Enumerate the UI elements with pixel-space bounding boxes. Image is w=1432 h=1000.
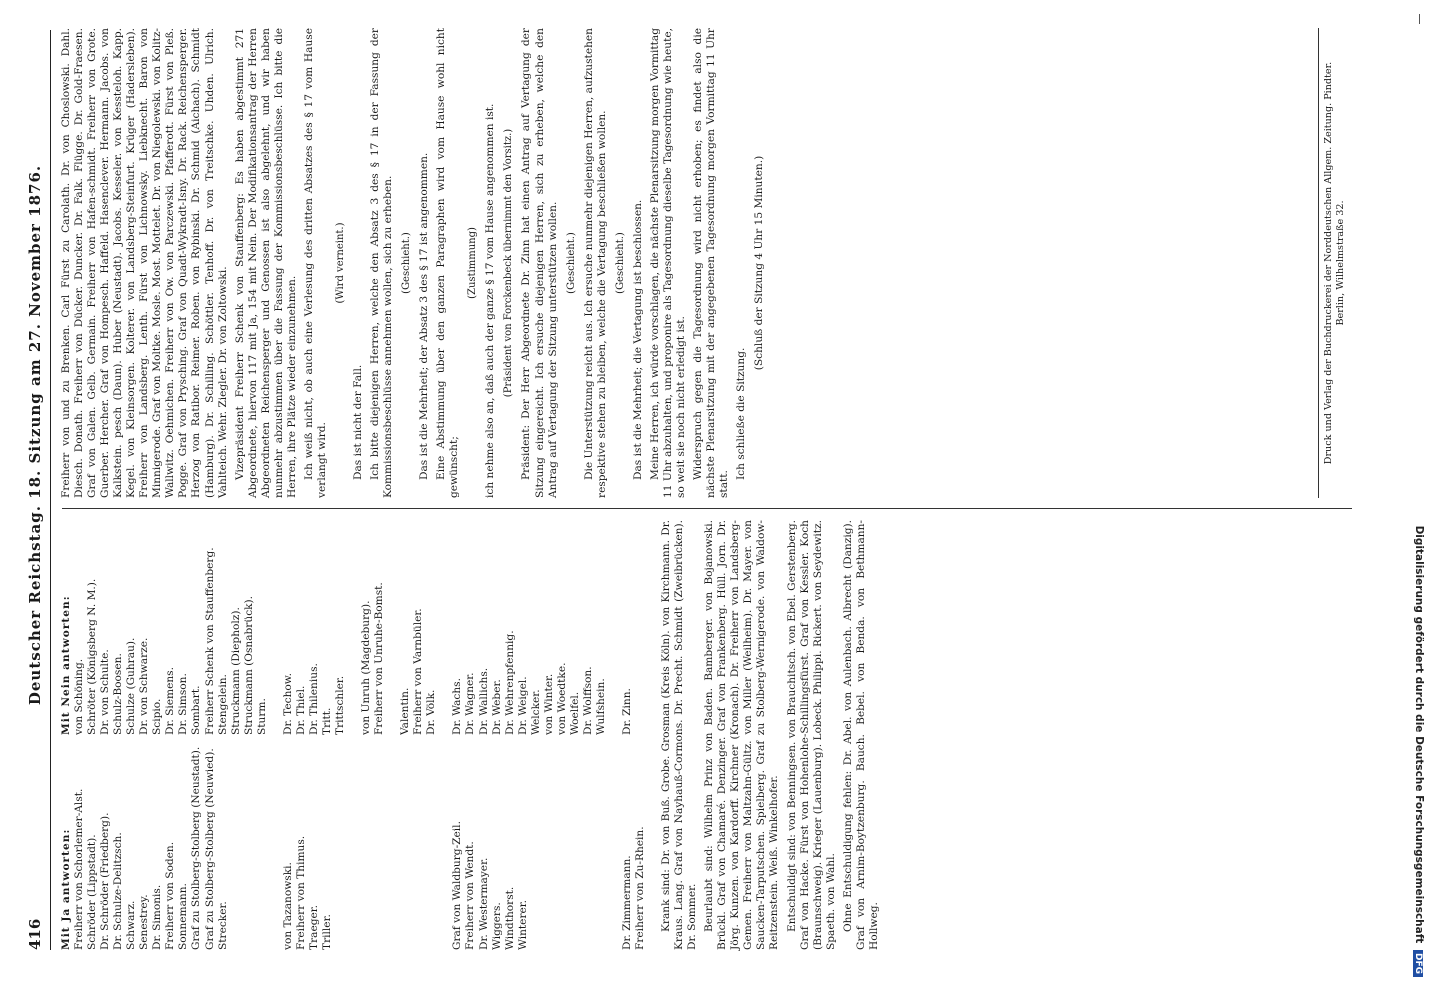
vote-row bbox=[151, 520, 164, 950]
vote-no-name: Sombart. bbox=[190, 685, 203, 735]
vote-row bbox=[425, 520, 438, 950]
vote-no-name bbox=[438, 520, 451, 735]
vote-no-name: Tritt. bbox=[320, 707, 333, 735]
vote-yes-name bbox=[360, 735, 373, 950]
vote-no-name: Dr. Weigel. bbox=[516, 676, 529, 735]
vote-yes-name bbox=[269, 735, 282, 950]
stage-direction: (Geschieht.) bbox=[401, 232, 413, 294]
paragraph-beurlaubt: Beurlaubt sind: Wilhelm Prinz von Baden. Bamberger. von Bojanowski. Brückl. Graf von Chamaré. Denzinger. Graf von Frankenberg. Hüll. Jorn. Dr. Jörg. Kunzen. von Kardorff. Kirchner (Kronach). Dr. Freiherr von Landsberg-Gemen. Freiherr von Maltzahn-Gültz. von Miller (Weilheim). Dr. Mayer. von Saucken-Tarputschen. Spielberg. Graf zu Stolberg-Wernigerode. von Waldow-Reitzenstein. Weiß. Winkelhofer. bbox=[703, 520, 781, 950]
vote-no-name: Schulz-Boosen. bbox=[112, 653, 125, 735]
stage-direction: (Präsident von Forckenbeck übernimmt den Vorsitz.) bbox=[503, 128, 515, 398]
vote-no-name: Trittschler. bbox=[333, 675, 346, 735]
paragraph-bitte: Ich bitte diejenigen Herren, welche den Absatz 3 des § 17 in der Fassung der Kommissionsbeschlüsse annehmen wollen, sich zu erheben. bbox=[369, 28, 395, 498]
vote-yes-name bbox=[556, 735, 569, 950]
vote-no-name: Dr. von Schulte. bbox=[99, 649, 112, 735]
vote-yes-name bbox=[530, 735, 543, 950]
vote-no-name: Dr. Thilenius. bbox=[307, 663, 320, 735]
vote-row bbox=[347, 520, 360, 950]
vote-no-name: Sturm. bbox=[255, 698, 268, 735]
vote-row bbox=[282, 520, 295, 950]
vote-yes-name bbox=[412, 735, 425, 950]
vote-no-name: Dr. von Schwarze. bbox=[138, 637, 151, 735]
vote-row bbox=[530, 520, 543, 950]
vote-no-name: von Schöning. bbox=[73, 658, 86, 735]
vote-row bbox=[556, 520, 569, 950]
vote-yes-name: Graf von Waldburg-Zeil. bbox=[451, 821, 464, 950]
vote-no-name: Freiherr Schenk von Stauffenberg. bbox=[203, 547, 216, 735]
vote-yes-name bbox=[243, 735, 256, 950]
vote-yes-name: Schwarz. bbox=[125, 900, 138, 950]
paragraph-unterstuetzung: Die Unterstützung reicht aus. Ich ersuche nunmehr diejenigen Herren, aufzustehen respektive stehen zu bleiben, welche die Vertagung beschließen wollen. bbox=[582, 27, 608, 498]
vote-yes-name: Sonnemann. bbox=[177, 883, 190, 950]
vote-yes-name: Senestrey. bbox=[138, 894, 151, 950]
vote-no-name: Valentin. bbox=[399, 687, 412, 735]
vote-yes-name bbox=[334, 735, 347, 950]
vote-no-name: Struckmann (Osnabrück). bbox=[242, 595, 255, 735]
vote-no-name: von Unruh (Magdeburg). bbox=[360, 600, 373, 735]
vote-no-name: Dr. Wagner. bbox=[464, 672, 477, 735]
vote-row bbox=[204, 520, 217, 950]
vote-row bbox=[582, 520, 595, 950]
vote-row bbox=[256, 520, 269, 950]
right-column bbox=[60, 28, 771, 498]
vote-row bbox=[491, 520, 504, 950]
vote-yes-name bbox=[399, 735, 412, 950]
paragraph-verlesung: Ich weiß nicht, ob auch eine Verlesung des dritten Absatzes des § 17 vom Hause verlangt wird. bbox=[302, 28, 328, 498]
vote-row bbox=[621, 520, 634, 950]
page-title: Deutscher Reichstag. 18. Sitzung am 27. November 1876. bbox=[26, 164, 44, 706]
vote-no-name: Dr. Weber. bbox=[490, 679, 503, 735]
vote-yes-name bbox=[386, 735, 399, 950]
vote-no-name: Welcker. bbox=[529, 689, 542, 735]
vote-yes-name: Dr. Schröder (Friedberg). bbox=[99, 812, 112, 950]
vote-row bbox=[464, 520, 477, 950]
printer-imprint bbox=[1318, 28, 1347, 498]
column-divider bbox=[62, 508, 1352, 509]
vote-row bbox=[269, 520, 282, 950]
vote-no-name: Woelfel. bbox=[568, 691, 581, 735]
vote-row bbox=[634, 520, 647, 950]
vote-no-name: Dr. Völk. bbox=[425, 689, 438, 735]
vote-row bbox=[164, 520, 177, 950]
vote-row bbox=[504, 520, 517, 950]
paragraph-name-list: Freiherr von und zu Brenken. Carl Fürst zu Carolath. Dr. von Choslowski. Dahl. Diesch. Donath. Freiherr von Dücker. Duncker. Dr. Falk. Flügge. Dr. Gold-Fraesen. Graf von Galen. Gelb. Germain. Freiherr von Hafen-schmidt. Freiherr von Grote. Guerber. Hercher. Graf von Hompesch. Haffeld. Hasenclever. Hermann. Jacobs. von Kalkstein. pesch (Daun). Huber (Neustadt). Jacobs. Kesseler. von Kessteloh. Kapp. Kegel. von Kleinsorgen. Kolterer. von Landsberg-Steinfurt. Krüger (Hadersleben). Freiherr von Landsberg. Lenth. Fürst von Lichnowsky. Liebknecht. Baron von Minnigerode. Graf von Moltke. Mosle. Most. Mottelet. Dr. von Niegolewski. von Kolitz-Wallwitz. Oehmichen. Freiherr von Ow. von Parczewski. Pfafferott. Fürst von Pleß. Pogge. Graf von Prysching. Graf von Quadt-Wykradt-Isny. Dr. Rack. Reichensperger. Herzog von Ratibor. Reimer. Roben. von Rybinski. Dr. Schmid (Aichach). Schmidt (Hamburg). Dr. Schilling. Schöttler. Tenhoff. Dr. von Treitschke. Uhden. Ulrich. Vahlteich. Wehr. Ziegler. Dr. von Zoltowski. bbox=[60, 28, 229, 498]
vote-no-name: Dr. Wolffson. bbox=[581, 666, 594, 735]
vote-row bbox=[112, 520, 125, 950]
vote-row bbox=[569, 520, 582, 950]
vote-row bbox=[608, 520, 621, 950]
imprint-line: Druck und Verlag der Buchdruckerei der Norddeutschen Allgem. Zeitung. Pindter. bbox=[1323, 61, 1334, 465]
vote-no-name bbox=[634, 520, 647, 735]
funding-sidebar bbox=[1404, 10, 1430, 990]
vote-row bbox=[360, 520, 373, 950]
vote-row bbox=[177, 520, 190, 950]
vote-no-name: Schröter (Königsberg N. M.). bbox=[86, 578, 99, 735]
vote-yes-name: Freiherr von Wendt. bbox=[464, 841, 477, 950]
vote-yes-name bbox=[230, 735, 243, 950]
vote-no-name: Dr. Siemens. bbox=[164, 667, 177, 735]
paragraph-widerspruch: Widerspruch gegen die Tagesordnung wird nicht erhoben; es findet also die nächste Plenarsitzung mit der angegebenen Tagesordnung morgen Vormittag 11 Uhr statt. bbox=[691, 28, 731, 498]
vote-row bbox=[138, 520, 151, 950]
vote-no-name: Dr. Simson. bbox=[177, 673, 190, 735]
vote-yes-name bbox=[256, 735, 269, 950]
vote-yes-name bbox=[595, 735, 608, 950]
vote-yes-name: Graf zu Stolberg-Stolberg (Neuwied). bbox=[203, 748, 216, 950]
vote-yes-name: von Tazanowski. bbox=[281, 862, 294, 950]
vote-yes-name bbox=[582, 735, 595, 950]
vote-row bbox=[334, 520, 347, 950]
vote-row bbox=[412, 520, 425, 950]
stage-direction: (Geschieht.) bbox=[565, 232, 577, 294]
vote-no-name: Dr. Wehrenpfennig. bbox=[503, 630, 516, 735]
dfg-logo: DFG bbox=[1413, 950, 1423, 977]
vote-yes-name bbox=[543, 735, 556, 950]
vote-no-name: von Winter. bbox=[542, 673, 555, 735]
vote-yes-name: Triller. bbox=[320, 914, 333, 950]
vote-row bbox=[308, 520, 321, 950]
vote-row bbox=[321, 520, 334, 950]
vote-no-name: Stengelein. bbox=[216, 674, 229, 735]
vote-row bbox=[217, 520, 230, 950]
paragraph-vorschlag: Meine Herren, ich würde vorschlagen, die nächste Plenarsitzung morgen Vormittag 11 Uhr abzuhalten, und proponire als Tagesordnung dieselbe Tagesordnung wie heute, so weit sie noch nicht erledigt ist. bbox=[648, 28, 687, 498]
paragraph-mehrheit: Das ist die Mehrheit; der Absatz 3 des § 17 ist angenommen. bbox=[418, 152, 431, 480]
vote-no-name: Dr. Zinn. bbox=[621, 688, 634, 735]
stage-direction: (Geschieht.) bbox=[614, 232, 626, 294]
stage-direction: (Wird verneint.) bbox=[334, 222, 346, 304]
vote-no-name bbox=[269, 520, 282, 735]
imprint-address: Berlin, Wilhelmstraße 32. bbox=[1335, 200, 1346, 326]
vote-row bbox=[386, 520, 399, 950]
vote-no-name: Freiherr von Varnbüler. bbox=[412, 608, 425, 735]
vote-yes-name bbox=[438, 735, 451, 950]
vote-yes-name: Traeger. bbox=[307, 904, 320, 950]
vote-row bbox=[517, 520, 530, 950]
paragraph-vizepraesident: Vizepräsident Freiherr Schenk von Stauffenberg: Es haben abgestimmt 271 Abgeordnete, hiervon 117 mit Ja, 154 mit Nein. Der Modifikationsantrag der Herren Abgeordneten Reichensperger und Genossen ist also abgelehnt, und wir haben nunmehr abzustimmen über die Fassung der Kommissionsbeschlüsse. Ich bitte die Herren, ihre Plätze wieder einzunehmen. bbox=[233, 28, 298, 498]
vote-no-name: Struckmann (Diepholz). bbox=[229, 607, 242, 735]
vote-yes-name: Graf zu Stolberg-Stolberg (Neustadt). bbox=[190, 746, 203, 950]
vote-yes-name: Dr. Westermayer. bbox=[477, 857, 490, 950]
vote-yes-name: Winterer. bbox=[516, 899, 529, 950]
vote-no-name: Dr. Thiel. bbox=[294, 685, 307, 735]
vote-row bbox=[373, 520, 386, 950]
vote-yes-name bbox=[608, 735, 621, 950]
vote-yes-name: Windthorst. bbox=[503, 886, 516, 950]
paragraph-schliesse: Ich schließe die Sitzung. bbox=[735, 347, 748, 480]
vote-headings bbox=[60, 520, 73, 950]
paragraph-abstimmung: Eine Abstimmung über den ganzen Paragraphen wird vom Hause wohl nicht gewünscht; bbox=[435, 28, 461, 498]
vote-no-name: Wulfshein. bbox=[594, 678, 607, 735]
vote-yes-name: Schröder (Lippstadt). bbox=[86, 834, 99, 950]
page-number: 416 bbox=[26, 918, 44, 950]
page-header bbox=[10, 30, 51, 950]
vote-yes-name: Wiggers. bbox=[490, 902, 503, 950]
vote-row bbox=[595, 520, 608, 950]
vote-list bbox=[73, 520, 647, 950]
vote-row bbox=[230, 520, 243, 950]
paragraph-ohne-entschuldigung: Ohne Entschuldigung fehlen: Dr. Abel. von Aulenbach. Albrecht (Danzig). Graf von Arnim-Boytzenburg. Bauch. Bebel. von Benda. von Bethmann-Hollweg. bbox=[841, 520, 880, 950]
vote-yes-name: Dr. Simonis. bbox=[151, 884, 164, 950]
vote-row bbox=[86, 520, 99, 950]
vote-no-name: von Woedtke. bbox=[555, 662, 568, 735]
stage-direction: (Zustimmung) bbox=[467, 227, 479, 299]
vote-no-name bbox=[386, 520, 399, 735]
vote-yes-name: Freiherr von Soden. bbox=[164, 841, 177, 950]
paragraph-nicht-der-fall: Das ist nicht der Fall. bbox=[351, 364, 364, 480]
vote-yes-name bbox=[425, 735, 438, 950]
vote-no-name: Scipio. bbox=[151, 698, 164, 735]
vote-no-name: Freiherr von Unruhe-Bomst. bbox=[373, 582, 386, 735]
vote-row bbox=[438, 520, 451, 950]
vote-row bbox=[243, 520, 256, 950]
funding-text: Digitalisierung gefördert durch die Deutsche Forschungsgemeinschaft bbox=[1413, 525, 1425, 944]
vote-no-name bbox=[347, 520, 360, 735]
vote-yes-name: Freiherr von Schorlemer-Alst. bbox=[73, 788, 86, 950]
vote-row bbox=[543, 520, 556, 950]
vote-yes-name bbox=[347, 735, 360, 950]
vote-no-name bbox=[608, 520, 621, 735]
vote-no-name: Dr. Wallichs. bbox=[477, 667, 490, 735]
vote-row bbox=[478, 520, 491, 950]
vote-yes-name: Freiherr von Thimus. bbox=[294, 835, 307, 950]
vote-yes-name: Dr. Schulze-Delitzsch. bbox=[112, 832, 125, 950]
vote-yes-name bbox=[569, 735, 582, 950]
left-column bbox=[60, 520, 885, 950]
vote-no-name: Dr. Wachs. bbox=[451, 678, 464, 735]
paragraph-beschlossen: Das ist die Mehrheit; die Vertagung ist beschlossen. bbox=[631, 199, 644, 480]
heading-yes: Mit Ja antworten: bbox=[60, 828, 72, 950]
vote-no-name: Schulze (Guhrau). bbox=[125, 637, 138, 735]
paragraph-krank: Krank sind: Dr. von Buß. Grobe. Grosman (Kreis Köln). von Kirchmann. Dr. Kraus. Lang. Graf von Nayhauß-Cormons. Dr. Precht. Schmidt (Zweibrücken). Dr. Sommer. bbox=[660, 520, 699, 950]
paragraph-praesident: Präsident: Der Herr Abgeordnete Dr. Zinn hat einen Antrag auf Vertagung der Sitzung eingereicht. Ich ersuche diejenigen Herren, sich zu erheben, welche den Antrag auf Vertagung der Sitzung unterstützen wollen. bbox=[520, 28, 559, 498]
vote-row bbox=[73, 520, 86, 950]
vote-row bbox=[295, 520, 308, 950]
vote-yes-name: Freiherr von Zu-Rhein. bbox=[634, 826, 647, 950]
paragraph-angenommen: ich nehme also an, daß auch der ganze § 17 vom Hause angenommen ist. bbox=[484, 103, 497, 498]
vote-row bbox=[399, 520, 412, 950]
vote-yes-name: Strecker. bbox=[216, 901, 229, 950]
vote-yes-name: Dr. Zimmermann. bbox=[621, 855, 634, 950]
vote-yes-name bbox=[373, 735, 386, 950]
paragraph-entschuldigt: Entschuldigt sind: von Benningsen. von Brauchitsch. von Ebel. Gerstenberg. Graf von Hacke. Fürst von Hohenlohe-Schillingsfürst. Graf von Kessler. Koch (Braunschweig). Krieger (Lauenburg). Lobeck. Philippi. Rickert. von Seydewitz. Spaeth. von Wahl. bbox=[785, 520, 837, 950]
vote-row bbox=[125, 520, 138, 950]
vote-row bbox=[190, 520, 203, 950]
vote-row bbox=[451, 520, 464, 950]
vote-no-name: Dr. Techow. bbox=[281, 673, 294, 735]
vote-row bbox=[99, 520, 112, 950]
heading-no: Mit Nein antworten: bbox=[60, 595, 72, 735]
closing-note: (Schluß der Sitzung 4 Uhr 15 Minuten.) bbox=[753, 155, 766, 371]
